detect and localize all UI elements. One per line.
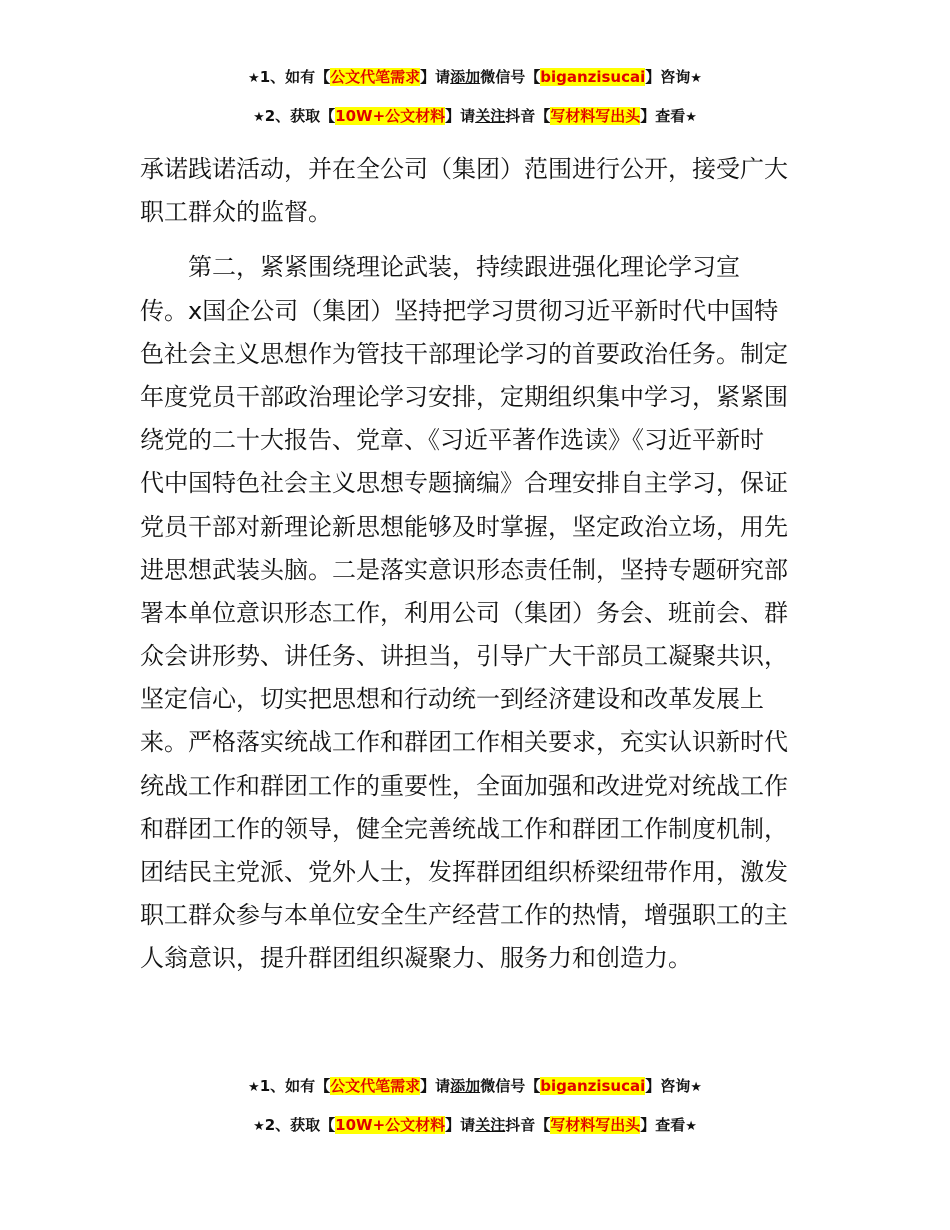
highlighted-keyword: 公文代笔需求 [330, 68, 421, 86]
promo-text: 抖音【 [505, 1116, 551, 1134]
promo-text: 】请 [445, 107, 476, 125]
promo-text: 】咨询 [645, 1077, 691, 1095]
text-line: 人翁意识，提升群团组织凝聚力、服务力和创造力。 [140, 944, 692, 973]
star-icon: ★ [690, 1080, 702, 1095]
highlighted-keyword: 公文代笔需求 [330, 1077, 421, 1095]
star-icon: ★ [248, 71, 260, 86]
promo-text: 】请 [445, 1116, 476, 1134]
underlined-keyword: 添加 [450, 68, 481, 86]
star-icon: ★ [685, 110, 697, 125]
promo-text: 】请 [420, 1077, 451, 1095]
text-line: 坚定信心，切实把思想和行动统一到经济建设和改革发展上 [140, 685, 764, 714]
promo-text: 1、如有【 [259, 68, 331, 86]
text-line: 来。严格落实统战工作和群团工作相关要求，充实认识新时代 [140, 728, 788, 757]
text-line: 职工群众参与本单位安全生产经营工作的热情，增强职工的主 [140, 901, 788, 930]
underlined-keyword: 关注 [475, 107, 506, 125]
text-line: 色社会主义思想作为管技干部理论学习的首要政治任务。制定 [140, 339, 788, 368]
promo-text: 】请 [420, 68, 451, 86]
promo-text: 2、获取【 [264, 107, 336, 125]
promo-text: 微信号【 [480, 68, 541, 86]
paragraph-2 [140, 246, 815, 980]
text-line: 党员干部对新理论新思想能够及时掌握，坚定政治立场，用先 [140, 512, 788, 541]
star-icon: ★ [685, 1119, 697, 1134]
footer-promo-line-2 [0, 1114, 950, 1138]
paragraph-1 [140, 148, 815, 234]
douyin-account: 写材料写出头 [550, 1116, 641, 1134]
text-line: 年度党员干部政治理论学习安排，定期组织集中学习，紧紧围 [140, 382, 788, 411]
text-line: 绕党的二十大报告、党章、《习近平著作选读》《习近平新时 [140, 426, 764, 455]
underlined-keyword: 添加 [450, 1077, 481, 1095]
star-icon: ★ [690, 71, 702, 86]
star-icon: ★ [248, 1080, 260, 1095]
highlighted-keyword: 10W+公文材料 [335, 1116, 446, 1134]
text-line: 承诺践诺活动，并在全公司（集团）范围进行公开，接受广大 [140, 155, 788, 183]
header-promo-line-1 [0, 66, 950, 90]
promo-text: 2、获取【 [264, 1116, 336, 1134]
promo-text: 】咨询 [645, 68, 691, 86]
underlined-keyword: 关注 [475, 1116, 506, 1134]
promo-text: 】查看 [640, 107, 686, 125]
document-body [140, 148, 815, 981]
promo-text: 微信号【 [480, 1077, 541, 1095]
header-promo-line-2 [0, 105, 950, 129]
text-line: 职工群众的监督。 [140, 198, 332, 227]
text-line: 统战工作和群团工作的重要性，全面加强和改进党对统战工作 [140, 771, 788, 800]
text-line: 署本单位意识形态工作，利用公司（集团）务会、班前会、群 [140, 598, 788, 627]
promo-text: 】查看 [640, 1116, 686, 1134]
text-line: 代中国特色社会主义思想专题摘编》合理安排自主学习，保证 [140, 469, 788, 498]
promo-text: 1、如有【 [259, 1077, 331, 1095]
star-icon: ★ [253, 110, 265, 125]
promo-text: 抖音【 [505, 107, 551, 125]
text-line: 众会讲形势、讲任务、讲担当，引导广大干部员工凝聚共识， [140, 642, 788, 671]
text-line: 第二，紧紧围绕理论武装，持续跟进强化理论学习宣 [188, 253, 740, 282]
footer-promo-line-1 [0, 1075, 950, 1099]
wechat-id: biganzisucai [540, 1077, 646, 1095]
highlighted-keyword: 10W+公文材料 [335, 107, 446, 125]
star-icon: ★ [253, 1119, 265, 1134]
text-line: 进思想武装头脑。二是落实意识形态责任制，坚持专题研究部 [140, 555, 788, 584]
wechat-id: biganzisucai [540, 68, 646, 86]
text-line: 团结民主党派、党外人士，发挥群团组织桥梁纽带作用，激发 [140, 858, 788, 886]
text-line: 和群团工作的领导，健全完善统战工作和群团工作制度机制， [140, 814, 788, 843]
douyin-account: 写材料写出头 [550, 107, 641, 125]
text-line: 传。x国企公司（集团）坚持把学习贯彻习近平新时代中国特 [140, 296, 779, 325]
